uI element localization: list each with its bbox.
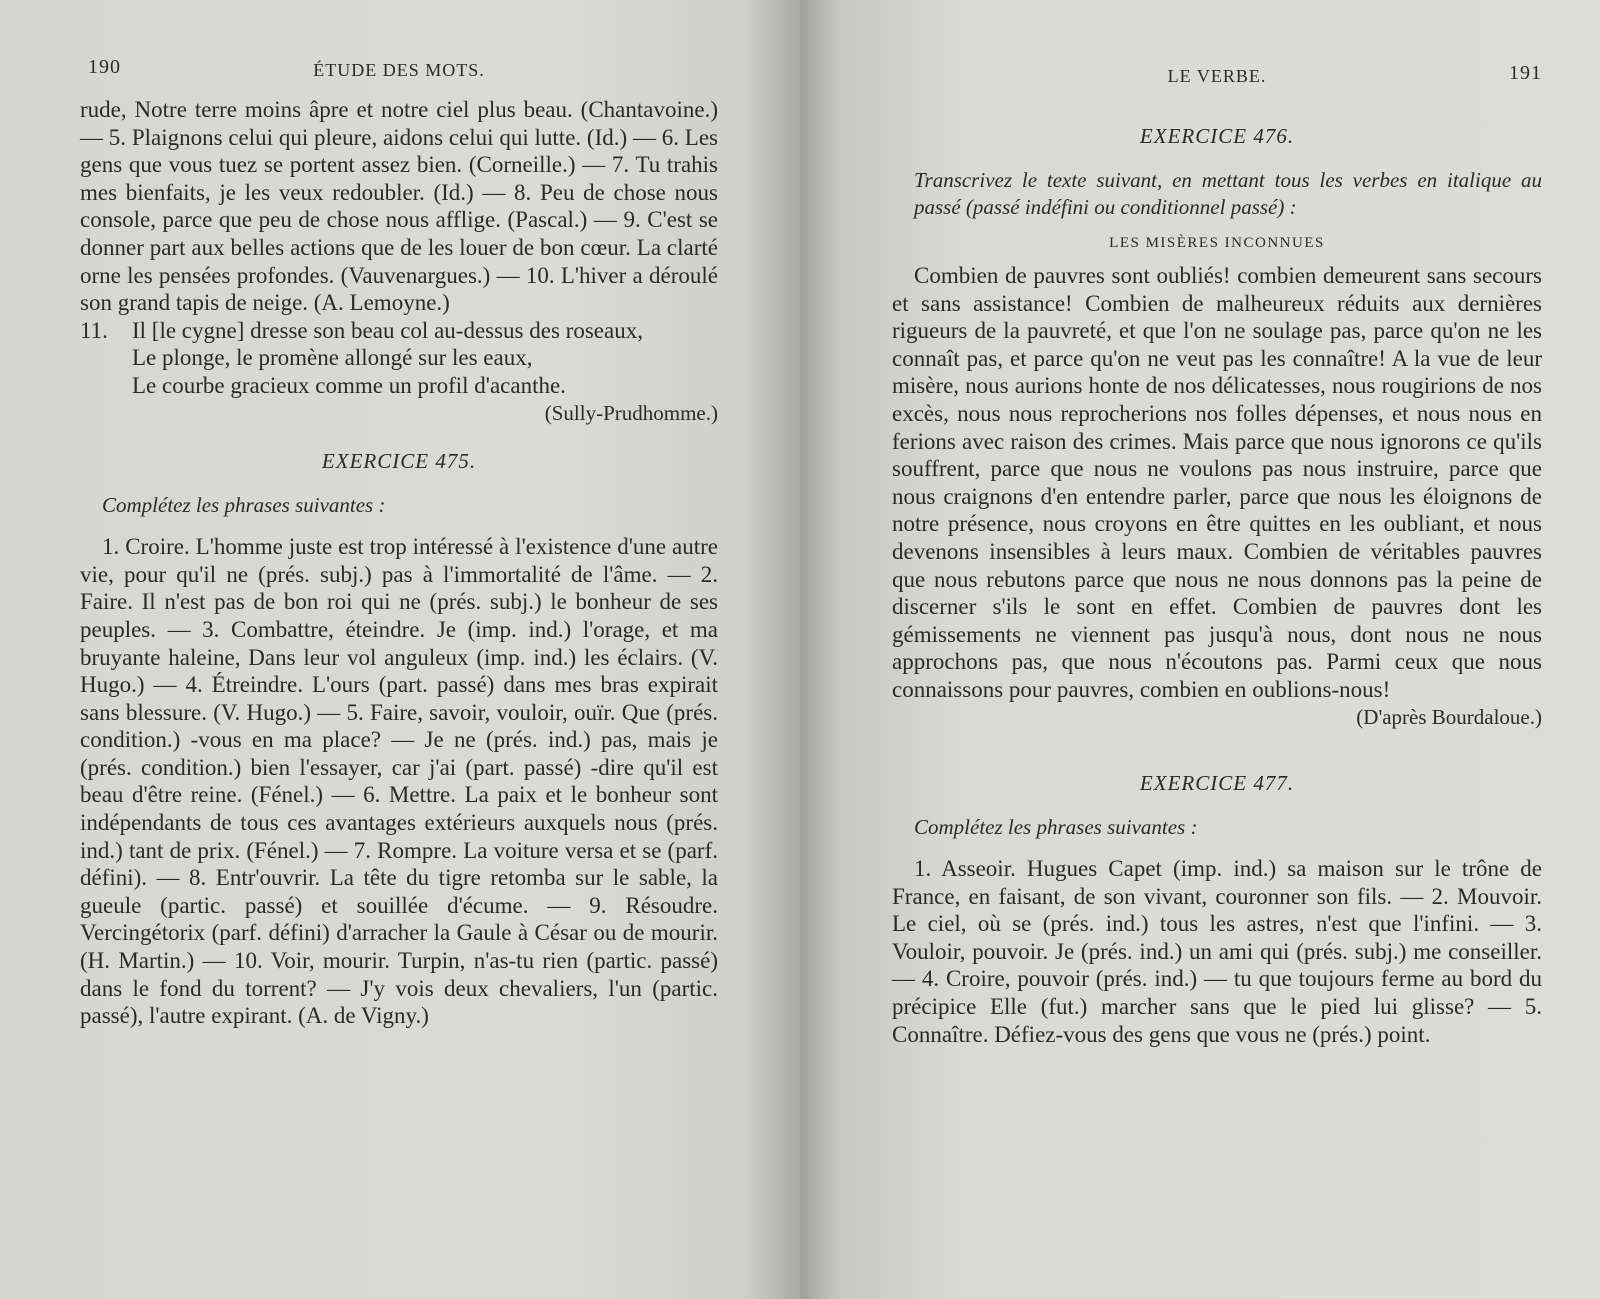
right-running-head bbox=[892, 62, 1542, 102]
verse-number: 11. bbox=[80, 317, 108, 343]
exercise-477-instruction: Complétez les phrases suivantes : bbox=[914, 815, 1198, 840]
verse-attribution: (Sully-Prudhomme.) bbox=[544, 400, 718, 425]
left-page-number: 190 bbox=[88, 56, 121, 78]
exercise-476-instruction: Transcrivez le texte suivant, en mettant tous les verbes en italique au passé (passé indéfini ou conditionnel passé) : bbox=[914, 168, 1542, 219]
exercise-476-attribution: (D'après Bourdaloue.) bbox=[1356, 704, 1542, 729]
exercise-476-title: EXERCICE 476. bbox=[1139, 124, 1295, 148]
exercise-475-title: EXERCICE 475. bbox=[321, 449, 477, 474]
continuation-paragraph: rude, Notre terre moins âpre et notre ciel plus beau. (Chantavoine.) — 5. Plaignons celui qui pleure, aidons celui qui lutte. (Id.) — 6. Les gens que vous tuez se portent assez bien. (Corneille.) — 7. Tu trahis mes bienfaits, je les veux redoubler. (Id.) — 8. Peu de chose nous console, parce que peu de chose nous afflige. (Pascal.) — 9. C'est se donner part aux belles actions que de les louer de bon cœur. La clarté orne les pensées profondes. (Vauvenargues.) — 10. L'hiver a déroulé son grand tapis de neige. (A. Lemoyne.) bbox=[80, 97, 718, 316]
exercise-475-text: 1. Croire. L'homme juste est trop intéressé à l'existence d'une autre vie, pour qu'il ne (prés. subj.) pas à l'immortalité de l'âme. — 2. Faire. Il n'est pas de bon roi qui ne (prés. subj.) le bonheur de ses peuples. — 3. Combattre, éteindre. Je (imp. ind.) l'orage, et ma bruyante haleine, Dans leur vol anguleux (imp. ind.) les éclairs. (V. Hugo.) — 4. Étreindre. L'ours (part. passé) dans mes bras expirait sans blessure. (V. Hugo.) — 5. Faire, savoir, vouloir, ouïr. Que (prés. condition.) -vous en ma place? — Je ne (prés. ind.) pas, mais je (prés. condition.) bien l'essayer, car j'ai (part. passé) -dire qu'il est beau d'être reine. (Fénel.) — 6. Mettre. La paix et le bonheur sont indépendants de tous ces avantages extérieurs auxquels nous (prés. ind.) tant de prix. (Fénel.) — 7. Rompre. La voiture versa et se (parf. défini). — 8. Entr'ouvrir. La tête du tigre retomba sur le sable, la gueule (partic. passé) et souillée d'écume. — 9. Résoudre. Vercingétorix (parf. défini) d'arracher la Gaule à César ou de mourir. (H. Martin.) — 10. Voir, mourir. Turpin, n'as-tu rien (partic. passé) dans le fond du torrent? — J'y vois deux chevaliers, l'un (partic. passé), l'autre expirant. (A. de Vigny.) bbox=[80, 534, 718, 1029]
exercise-475-instruction: Complétez les phrases suivantes : bbox=[102, 493, 386, 518]
exercise-477-title: EXERCICE 477. bbox=[1139, 771, 1295, 796]
right-running-title: LE VERBE. bbox=[1167, 66, 1267, 86]
left-running-head bbox=[80, 56, 718, 96]
right-page bbox=[800, 0, 1600, 1299]
verse-line-2: Le plonge, le promène allongé sur les eaux, bbox=[132, 345, 533, 371]
exercise-477-text: 1. Asseoir. Hugues Capet (imp. ind.) sa maison sur le trône de France, en faisant, de son vivant, couronner son fils. — 2. Mouvoir. Le ciel, où se (prés. ind.) tous les astres, n'est que l'infini. — 3. Vouloir, pouvoir. Je (prés. ind.) un ami qui (prés. subj.) me conseiller. — 4. Croire, pouvoir (prés. ind.) — tu que toujours ferme au bord du précipice Elle (fut.) marcher sans que le pied lui glisse? — 5. Connaître. Défiez-vous des gens que vous ne (prés.) point. bbox=[892, 856, 1542, 1047]
exercise-476-text: Combien de pauvres sont oubliés! combien demeurent sans secours et sans assistance! Combien de malheureux réduits aux dernières rigueurs de la pauvreté, et que l'on ne soulage pas, parce qu'on ne les connaît pas, et parce qu'on ne veut pas les connaître! A la vue de leur misère, nous aurions honte de nos délicatesses, nous rougirions de nos excès, nous nous reprocherions nos folles dépenses, et nous nous en ferions avec raison des crimes. Mais parce que nous ignorons ce qu'ils souffrent, parce que nous ne voulons pas nous instruire, parce que nous craignons d'en entendre parler, parce que nous les éloignons de notre présence, nous croyons en être quittes en les oubliant, et nous devenons insensibles à leurs maux. Combien de véritables pauvres que nous rebutons parce que nous ne nous donnons pas la peine de discerner s'ils le sont en effet. Combien de pauvres dont les gémissements ne viennent pas jusqu'à nous, dont nous ne nous approchons pas, que nous n'écoutons pas. Parmi ceux que nous connaissons pour pauvres, combien en oublions-nous! bbox=[892, 263, 1542, 702]
exercise-476-subtitle: LES MISÈRES INCONNUES bbox=[1109, 235, 1325, 251]
right-page-number: 191 bbox=[1509, 62, 1542, 84]
verse-line-3: Le courbe gracieux comme un profil d'acanthe. bbox=[132, 372, 566, 398]
verse-line-1: 11. Il [le cygne] dresse son beau col au-dessus des roseaux, bbox=[80, 317, 643, 343]
left-running-title: ÉTUDE DES MOTS. bbox=[313, 60, 485, 80]
